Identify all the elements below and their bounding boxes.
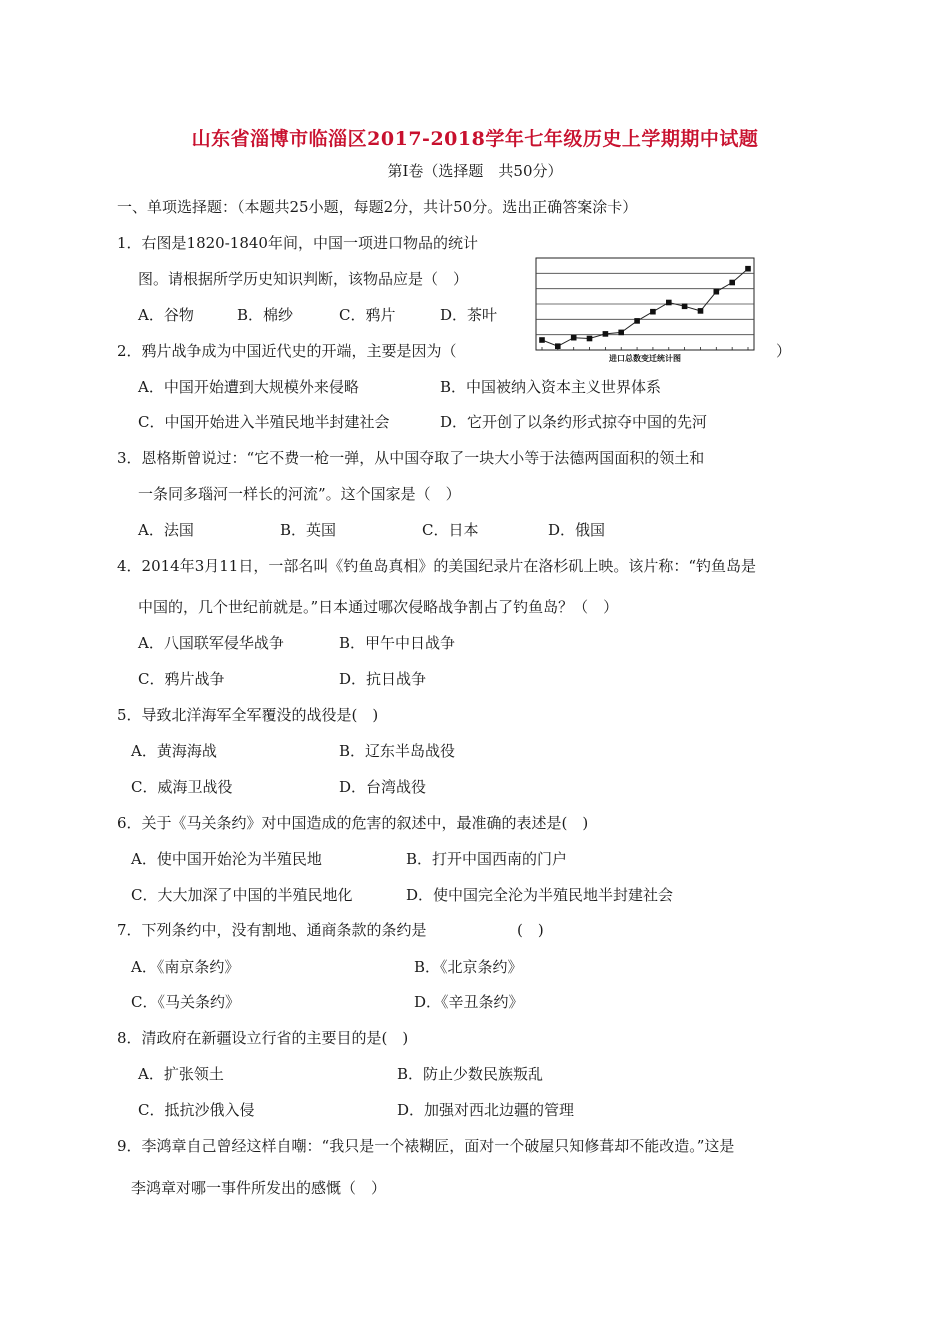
q3-stem-line1: 3．恩格斯曾说过：“它不费一枪一弹，从中国夺取了一块大小等于法德两国面积的领土和 [117,449,705,467]
series-markers [539,266,751,349]
data-point [698,308,704,314]
q4-option-b: B．甲午中日战争 [339,634,456,652]
data-point [729,280,735,286]
q9-stem-line1: 9．李鸿章自己曾经这样自嘲：“我只是一个裱糊匠，面对一个破屋只知修葺却不能改造。”这是 [117,1137,735,1155]
data-point [650,309,656,315]
data-point [587,336,593,342]
q9-stem-line2: 李鸿章对哪一事件所发出的感慨（ ） [131,1179,387,1197]
q4-option-c: C．鸦片战争 [138,670,225,688]
q1-option-a: A．谷物 [138,306,194,324]
q8-option-a: A．扩张领土 [138,1065,224,1083]
data-point [539,337,545,343]
q5-option-b: B．辽东半岛战役 [339,742,456,760]
q2-option-b: B．中国被纳入资本主义世界体系 [440,378,662,396]
q6-option-a: A．使中国开始沦为半殖民地 [131,850,322,868]
import-statistics-chart [535,257,755,365]
q4-option-d: D．抗日战争 [339,670,427,688]
q7-option-c: C．《马关条约》 [131,993,240,1011]
q2-option-a: A．中国开始遭到大规模外来侵略 [138,378,359,396]
q4-stem-line1: 4．2014年3月11日，一部名叫《钓鱼岛真相》的美国纪录片在洛杉矶上映。该片称：“钓鱼岛是 [117,557,757,575]
q2-option-c: C．中国开始进入半殖民地半封建社会 [138,413,390,431]
q1-option-b: B．棉纱 [237,306,294,324]
data-point [714,289,720,295]
q1-stem-line2: 图。请根据所学历史知识判断，该物品应是（ ） [138,270,469,288]
data-point [745,266,751,272]
q6-option-c: C．大大加深了中国的半殖民地化 [131,886,353,904]
data-point [682,304,688,310]
data-point [555,343,561,349]
q1-option-d: D．茶叶 [440,306,498,324]
q7-option-a: A．《南京条约》 [131,958,240,976]
q8-option-c: C．抵抗沙俄入侵 [138,1101,255,1119]
q1-option-c: C．鸦片 [339,306,396,324]
section-instructions: 一、单项选择题：（本题共25小题，每题2分，共计50分。选出正确答案涂卡） [117,198,638,216]
data-point [603,331,609,337]
q3-stem-line2: 一条同多瑙河一样长的河流”。这个国家是（ ） [138,485,461,503]
q8-stem: 8．清政府在新疆设立行省的主要目的是( ) [117,1029,409,1047]
q5-option-d: D．台湾战役 [339,778,427,796]
q3-option-d: D．俄国 [548,521,606,539]
q3-option-a: A．法国 [138,521,194,539]
q5-option-a: A．黄海海战 [131,742,217,760]
q5-stem: 5．导致北洋海军全军覆没的战役是( ) [117,706,379,724]
q5-option-c: C．威海卫战役 [131,778,233,796]
q2-stem: 2．鸦片战争成为中国近代史的开端，主要是因为（ [117,342,457,360]
q4-option-a: A．八国联军侵华战争 [138,634,284,652]
q7-option-d: D．《辛丑条约》 [414,993,524,1011]
exam-part-heading: 第Ⅰ卷（选择题 共50分） [387,162,563,180]
q4-stem-line2: 中国的，几个世纪前就是。”日本通过哪次侵略战争割占了钓鱼岛？（ ） [138,598,619,616]
q7-option-b: B．《北京条约》 [414,958,523,976]
q8-option-d: D．加强对西北边疆的管理 [397,1101,575,1119]
q2-paren-close: ） [776,342,792,360]
chart-grid [536,273,754,334]
data-point [666,300,672,306]
page-title: 山东省淄博市临淄区2017-2018学年七年级历史上学期期中试题 [191,128,759,150]
q6-option-b: B．打开中国西南的门户 [406,850,568,868]
q6-option-d: D．使中国完全沦为半殖民地半封建社会 [406,886,674,904]
q2-option-d: D．它开创了以条约形式掠夺中国的先河 [440,413,708,431]
data-point [634,318,640,324]
q3-option-c: C．日本 [422,521,479,539]
q7-answer-paren: ( ) [517,921,544,939]
q1-stem-line1: 1．右图是1820-1840年间，中国一项进口物品的统计 [117,234,478,252]
data-point [571,335,577,341]
chart-title: 进口总数变迁统计图 [609,354,681,363]
q8-option-b: B．防止少数民族叛乱 [397,1065,544,1083]
q7-stem: 7．下列条约中，没有割地、通商条款的条约是 [117,921,427,939]
q3-option-b: B．英国 [280,521,337,539]
data-point [618,330,624,336]
q6-stem: 6．关于《马关条约》对中国造成的危害的叙述中，最准确的表述是( ) [117,814,589,832]
